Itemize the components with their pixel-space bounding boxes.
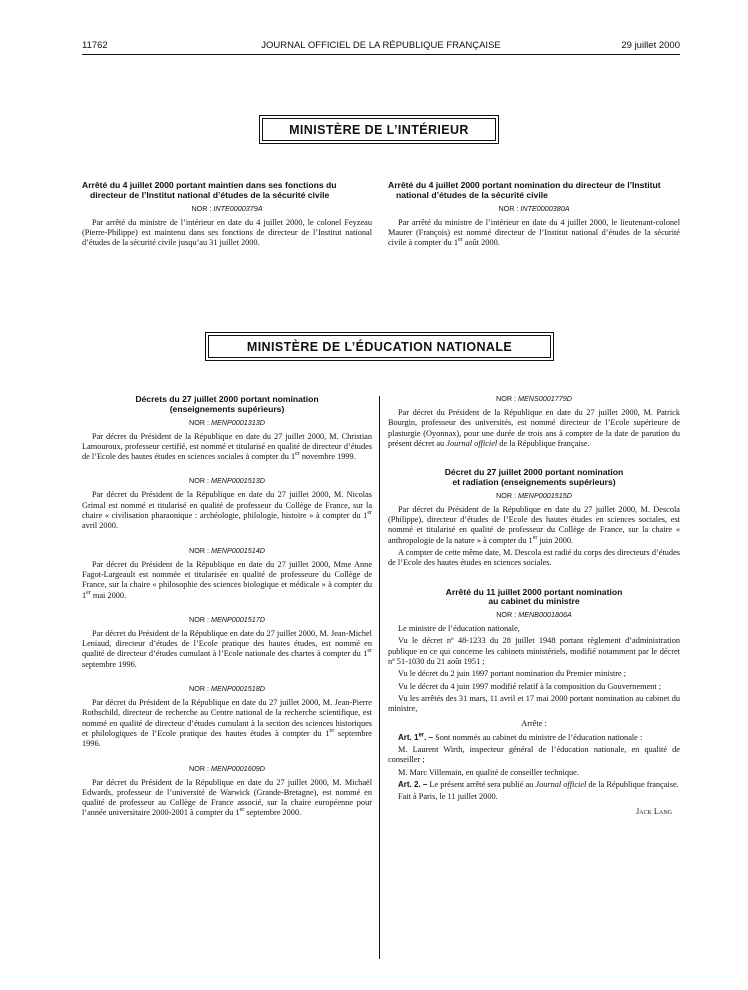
nor-line (388, 204, 680, 214)
decret-body: Par décret du Président de la République en date du 27 juillet 2000, M. Christian Lamouroux, professeur certifié, est nommé et titularisé en qualité de directeur d’études de l’Ecole des hautes études en sciences sociales à compter du 1er novembre 1999. (82, 431, 372, 462)
arrete-maintien-body: Par arrêté du ministre de l’intérieur en date du 4 juillet 2000, le colonel Feyzeau (Pierre-Philippe) est maintenu dans ses fonctions de directeur de l’Institut national d’études de la sécurité civile jusqu’au 31 juillet 2000. (82, 217, 372, 248)
nor-line (82, 764, 372, 774)
article-2: Art. 2. – Le présent arrêté sera publié au Journal officiel de la République française. (398, 780, 679, 790)
decret-descola-title-line2: et radiation (enseignements supérieurs) (452, 476, 616, 487)
nor-line (388, 610, 680, 620)
visa-decret-gouvernement: Vu le décret du 4 juin 1997 modifié relatif à la composition du Gouvernement ; (398, 681, 662, 691)
nor-label: NOR : (189, 763, 209, 773)
header-rule (82, 54, 680, 55)
nor-code: MENP0001518D (211, 684, 265, 694)
signature: Jack Lang (635, 806, 672, 816)
ministry-interieur-title: MINISTÈRE DE L’INTÉRIEUR (262, 118, 496, 141)
decret-descola-title-line1: Décret du 27 juillet 2000 portant nomination (444, 467, 624, 478)
nor-line (82, 684, 372, 694)
decrets-title-line2: (enseignements supérieurs) (169, 403, 285, 414)
decrets-list (82, 418, 372, 819)
page-number: 11762 (82, 40, 108, 51)
nor-label: NOR : (189, 545, 209, 555)
nor-code: MENP0001514D (211, 545, 265, 555)
nor-code: MENP0001517D (211, 614, 265, 624)
nor-line (82, 546, 372, 556)
nor-line (82, 476, 372, 486)
ministry-education-title: MINISTÈRE DE L’ÉDUCATION NATIONALE (208, 335, 551, 358)
decret-body: Par décret du Président de la République en date du 27 juillet 2000, Mme Anne Fagot-Largeault est nommée et titularisée en qualité de professeure du Collège de France, sur la chaire « philosophie des sciences biologique et médicale » à compter du 1er mai 2000. (82, 559, 372, 600)
nor-code: MENP0001313D (211, 417, 265, 427)
ministry-education-box (205, 332, 554, 361)
nor-line (388, 394, 680, 404)
nor-code: MENS0001779D (518, 394, 572, 403)
decret-body: Par décret du Président de la République en date du 27 juillet 2000, M. Jean-Pierre Rothschild, directeur de recherche au Centre national de la recherche scientifique, est nommé en qualité de directeur d’études cumulant à la section des sciences historiques et philologiques de l’Ecole pratique des hautes études à compter du 1er septembre 1996. (82, 698, 372, 749)
decret-bourgin-body: Par décret du Président de la République en date du 27 juillet 2000, M. Patrick Bourgin, professeur des universités, est nommé directeur de l’Ecole supérieure de plasturgie (Oyonnax), pour une durée de trois ans à compter de la date de parution du présent décret au Journal officiel de la République française. (388, 408, 680, 448)
nor-code: MENP0001513D (211, 476, 265, 486)
nomination-wirth: M. Laurent Wirth, inspecteur général de l’éducation nationale, en qualité de conseiller ; (388, 745, 680, 765)
nor-code: MENP0001515D (518, 490, 572, 500)
nor-label: NOR : (191, 203, 212, 213)
arrete-nomination-directeur (388, 181, 680, 250)
decret-body: Par décret du Président de la République en date du 27 juillet 2000, M. Jean-Michel Leniaud, directeur d’études de l’Ecole pratique des hautes études, est nommé en qualité de directeur d’études cumulant à l’Ecole nationale des chartes à compter du 1er septembre 1996. (82, 628, 372, 669)
journal-title: JOURNAL OFFICIEL DE LA RÉPUBLIQUE FRANÇAISE (261, 40, 501, 51)
fait-a-paris: Fait à Paris, le 11 juillet 2000. (398, 792, 498, 802)
visa-arretes-cabinet: Vu les arrêtés des 31 mars, 11 avril et 17 mai 2000 portant nomination au cabinet du ministre, (388, 693, 680, 714)
issue-date: 29 juillet 2000 (621, 40, 680, 51)
nor-code: MENP0001609D (211, 763, 265, 773)
nor-code: MENB0001806A (518, 610, 572, 620)
visa-decret-1948: Vu le décret nº 48-1233 du 28 juillet 1948 portant règlement d’administration publique en ce qui concerne les cabinets ministériels, modifié notamment par le décret nº 51-1030 du 21 août 1951 ; (388, 636, 680, 667)
nor-label: NOR : (496, 394, 516, 403)
arrete-word: Arrête : (521, 718, 547, 728)
decret-descola-body: Par décret du Président de la République en date du 27 juillet 2000, M. Descola (Philippe), directeur d’études de l’Ecole des hautes études en sciences sociales, est nommé et titularisé en qualité de professeur du Collège de France, sur la chaire « anthropologie de la nature » à compter du 1er juin 2000. (388, 504, 680, 545)
nor-label: NOR : (189, 614, 209, 624)
nor-line (82, 418, 372, 428)
visa-ministre: Le ministre de l’éducation nationale, (398, 624, 520, 634)
decret-body: Par décret du Président de la République en date du 27 juillet 2000, M. Nicolas Grimal est nommé et titularisé en qualité de professeur du Collège de France, sur la chaire « civilisation pharaonique : archéologie, philologie, histoire » à compter du 1er avril 2000. (82, 490, 372, 531)
nor-label: NOR : (189, 417, 209, 427)
ministry-interieur-box (259, 115, 499, 144)
education-right-column (388, 394, 680, 817)
nor-label: NOR : (496, 490, 516, 500)
page-header (82, 40, 680, 54)
decret-body: Par décret du Président de la République en date du 27 juillet 2000, M. Michaël Edwards, professeur de l’université de Warwick (Grande-Bretagne), est nommé en qualité de professeur au Collège de France associé, sur la chaire européenne pour l’année universitaire 2000-2001 à compter du 1er septembre 2000. (82, 777, 372, 818)
column-divider (379, 396, 380, 959)
arrete-maintien-title: Arrêté du 4 juillet 2000 portant maintien dans ses fonctions du directeur de l’Institut national d’études de la sécurité civile (82, 180, 337, 200)
decrets-nomination-column (82, 395, 372, 821)
arrete-cabinet-title-line1: Arrêté du 11 juillet 2000 portant nomination (445, 586, 623, 597)
nor-label: NOR : (498, 203, 519, 213)
nor-line (82, 615, 372, 625)
nor-code: INTE0000380A (520, 203, 570, 213)
nor-label: NOR : (189, 684, 209, 694)
nor-label: NOR : (496, 610, 517, 620)
nor-line (388, 491, 680, 501)
nor-line (82, 204, 372, 214)
nomination-villemain: M. Marc Villemain, en qualité de conseiller technique. (398, 767, 579, 777)
decrets-title-line1: Décrets du 27 juillet 2000 portant nomination (135, 394, 319, 404)
arrete-nomination-title: Arrêté du 4 juillet 2000 portant nomination du directeur de l’Institut national d’études de la sécurité civile (388, 180, 661, 200)
article-1: Art. 1er. – Sont nommés au cabinet du ministre de l’éducation nationale : (398, 732, 643, 742)
nor-label: NOR : (189, 476, 209, 486)
arrete-nomination-body: Par arrêté du ministre de l’intérieur en date du 4 juillet 2000, le lieutenant-colonel Maurer (François) est nommé directeur de l’Institut national d’études de la sécurité civile à compter du 1er août 2000. (388, 217, 680, 248)
decret-descola-radiation: A compter de cette même date, M. Descola est radié du corps des directeurs d’études de l’Ecole des hautes études en sciences sociales. (388, 547, 680, 568)
visa-decret-premier-ministre: Vu le décret du 2 juin 1997 portant nomination du Premier ministre ; (398, 669, 627, 679)
arrete-cabinet-title-line2: au cabinet du ministre (488, 596, 580, 607)
arrete-maintien (82, 181, 372, 250)
nor-code: INTE0000379A (213, 203, 263, 213)
